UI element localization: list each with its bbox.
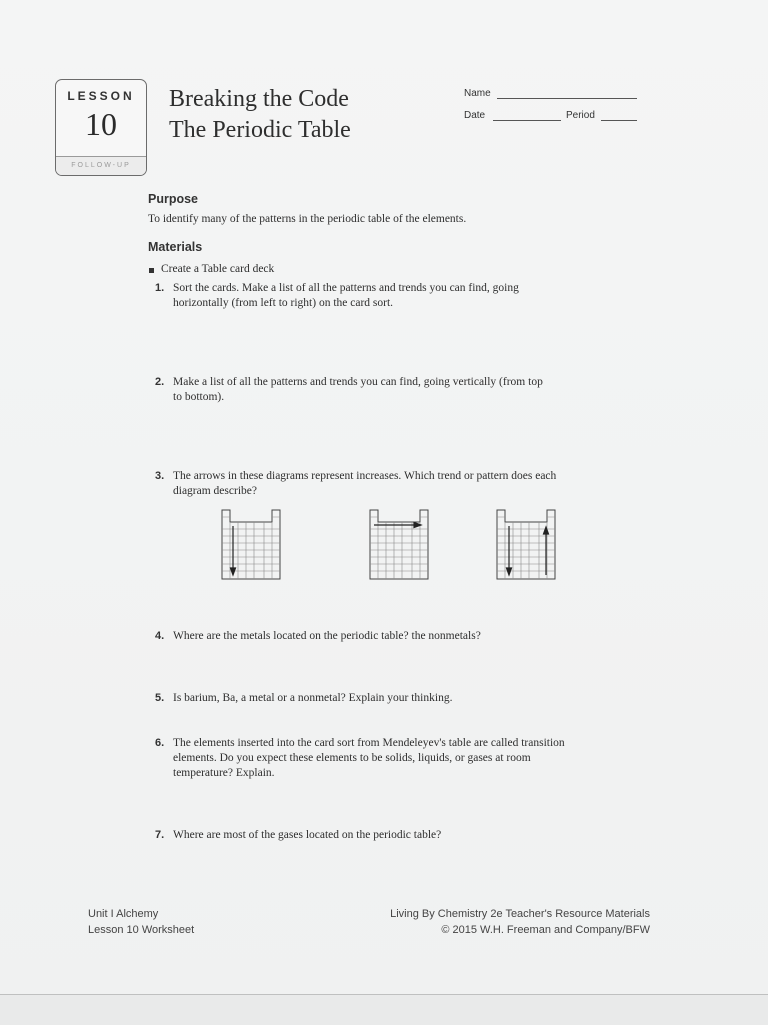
question-3-text: The arrows in these diagrams represent increases. Which trend or pattern does each diagram describe? <box>173 470 557 497</box>
question-6-text: The elements inserted into the card sort from Mendeleyev's table are called transition elements. Do you expect these elements to be solids, liquids, or gases at room temperature? Explain. <box>173 737 565 779</box>
bullet-icon <box>149 268 154 273</box>
question-4-text: Where are the metals located on the periodic table? the nonmetals? <box>173 630 481 642</box>
materials-heading: Materials <box>148 240 203 254</box>
materials-item: Create a Table card deck <box>161 263 275 275</box>
purpose-text: To identify many of the patterns in the periodic table of the elements. <box>148 213 467 225</box>
question-5-number: 5. <box>155 692 165 704</box>
period-label: Period <box>566 110 595 121</box>
footer-publication: Living By Chemistry 2e Teacher's Resource Materials <box>390 908 650 920</box>
question-2-text: Make a list of all the patterns and trends you can find, going vertically (from top to bottom). <box>173 376 543 403</box>
question-1-text: Sort the cards. Make a list of all the patterns and trends you can find, going horizontally (from left to right) on the card sort. <box>173 282 519 309</box>
question-7-number: 7. <box>155 829 165 841</box>
title-line-2: The Periodic Table <box>169 117 351 143</box>
follow-up-label: FOLLOW-UP <box>56 156 146 175</box>
question-2-number: 2. <box>155 376 165 388</box>
purpose-heading: Purpose <box>148 192 199 206</box>
footer-copyright: © 2015 W.H. Freeman and Company/BFW <box>441 924 650 936</box>
periodic-table-diagram-2 <box>369 509 431 581</box>
scan-bottom-edge <box>0 994 768 1025</box>
footer-right <box>390 906 650 938</box>
periodic-table-diagram-1 <box>221 509 283 581</box>
question-7-text: Where are most of the gases located on the periodic table? <box>173 829 442 841</box>
question-5-text: Is barium, Ba, a metal or a nonmetal? Explain your thinking. <box>173 692 453 704</box>
question-1-number: 1. <box>155 282 165 294</box>
question-3-number: 3. <box>155 470 165 482</box>
footer-lesson: Lesson 10 Worksheet <box>88 924 195 936</box>
footer-left <box>88 906 194 938</box>
name-label: Name <box>464 88 491 99</box>
down-arrow-icon <box>231 526 236 575</box>
table-grid <box>370 510 428 579</box>
down-arrow-icon <box>507 526 512 575</box>
date-line[interactable] <box>493 120 561 121</box>
question-6-number: 6. <box>155 737 165 749</box>
lesson-number: 10 <box>85 106 117 142</box>
footer-unit: Unit I Alchemy <box>88 908 159 920</box>
up-arrow-icon <box>544 527 549 575</box>
question-4-number: 4. <box>155 630 165 642</box>
lesson-label: LESSON <box>67 89 135 103</box>
right-arrow-icon <box>374 523 421 528</box>
name-line[interactable] <box>497 98 637 99</box>
lesson-badge <box>55 79 147 176</box>
periodic-table-diagram-3 <box>496 509 558 581</box>
period-line[interactable] <box>601 120 637 121</box>
date-label: Date <box>464 110 486 121</box>
title-line-1: Breaking the Code <box>169 86 349 112</box>
